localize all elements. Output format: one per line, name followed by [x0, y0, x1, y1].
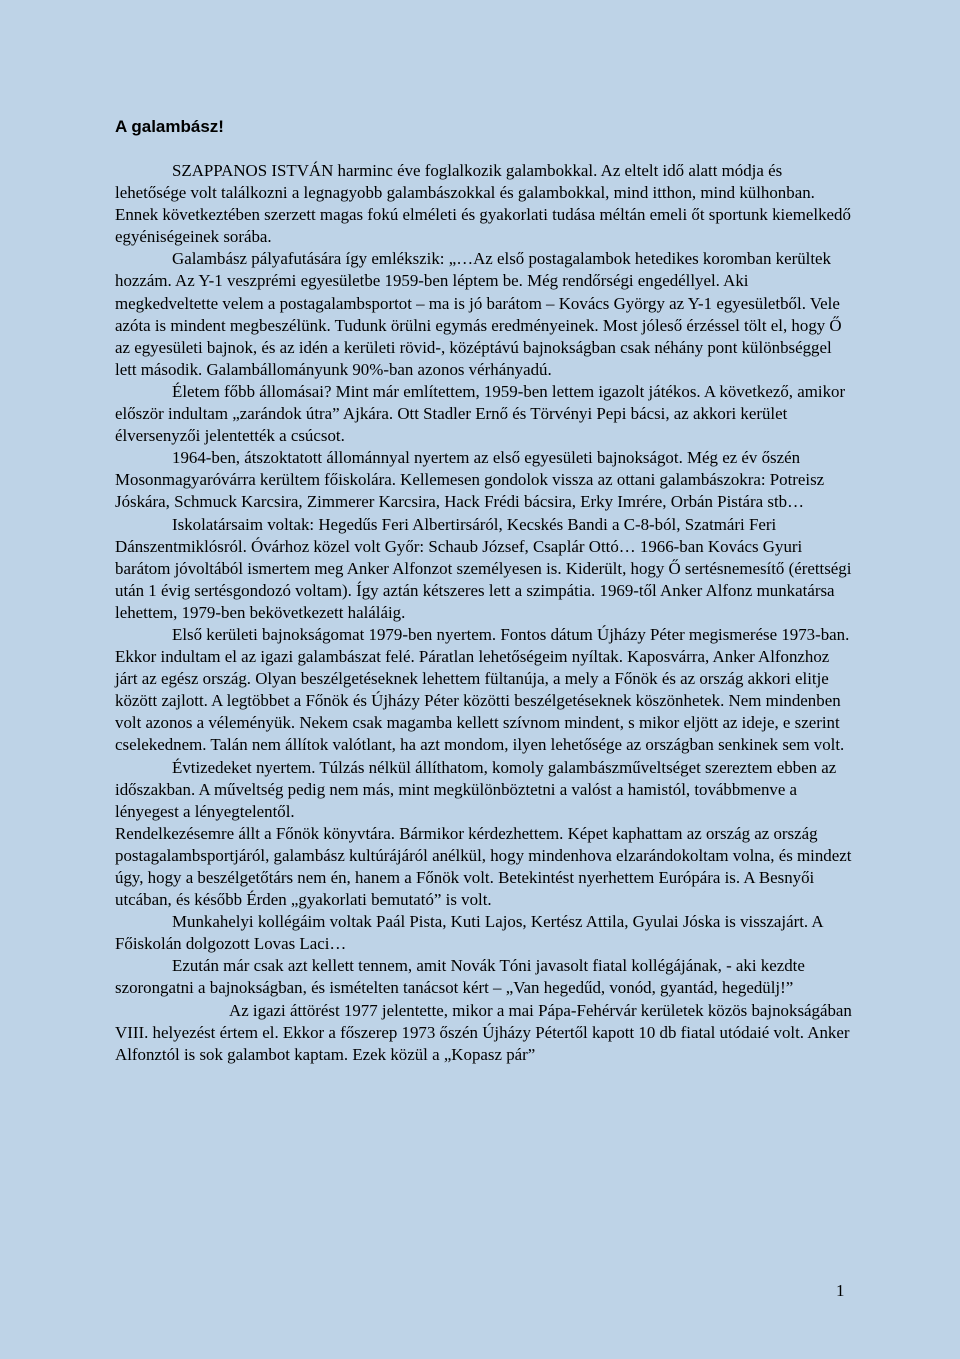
paragraph-advice: Ezután már csak azt kellett tennem, amit Novák Tóni javasolt fiatal kollégájának, - aki kezdte szorongatni a bajnokságban, és ismételten tanácsot kért – „Van hegedűd, vonód, gyantád, hegedülj!”: [115, 956, 805, 998]
paragraph-memories: Galambász pályafutására így emlékszik: „…Az első postagalambok hetedikes koromban kerültek hozzám. Az Y-1 veszprémi egyesületbe 1959-ben léptem be. Még rendőrségi engedéllyel. Aki megkedveltette velem a postagalambsportot – ma is jó barátom – Kovács György az Y-1 egyesületből. Vele azóta is mindent megbeszélünk. Tudunk örülni egymás eredményeinek. Most jóleső érzéssel tölt el, hogy Ő az egyesületi bajnok, és az idén a kerületi rövid-, középtávú bajnokságban csak néhány pont különbséggel lett második. Galambállományunk 90%-ban azonos vérhányadú.: [115, 249, 842, 379]
paragraph-library: Rendelkezésemre állt a Főnök könyvtára. Bármikor kérdezhettem. Képet kaphattam az ország az ország postagalambsportjáról, galambász kultúrájáról anélkül, hogy mindenhova elzarándokoltam volna, és mindezt úgy, hogy a beszélgetőtárs nem én, hanem a Főnök volt. Betekintést nyerhettem Európára is. A Besnyői utcában, és később Érden „gyakorlati bemutató” is volt.: [115, 823, 852, 910]
document-title: A galambász!: [115, 117, 224, 136]
paragraph-milestones: Életem főbb állomásai? Mint már említettem, 1959-ben lettem igazolt játékos. A következő, amikor először indultam „zarándok útra” Ajkára. Ott Stadler Ernő és Törvényi Pepi bácsi, az akkori kerület élversenyzői jelentették a csúcsot.: [115, 381, 846, 446]
paragraph-colleagues: Munkahelyi kollégáim voltak Paál Pista, Kuti Lajos, Kertész Attila, Gyulai Jóska is visszajárt. A Főiskolán dolgozott Lovas Laci…: [115, 912, 823, 954]
paragraph-decades: Évtizedeket nyertem. Túlzás nélkül állíthatom, komoly galambászműveltséget szereztem ebben az időszakban. A műveltség pedig nem más, mint megkülönböztetni a valóst a hamistól, továbbmenve a lényegest a lényegtelentől.: [115, 757, 837, 821]
paragraph-classmates: Iskolatársaim voltak: Hegedűs Feri Albertirsáról, Kecskés Bandi a C-8-ból, Szatmári Feri Dánszentmiklósról. Óvárhoz közel volt Győr: Schaub József, Csaplár Ottó… 1966-ban Kovács Gyuri barátom jóvoltából ismertem meg Anker Alfonzot személyesen is. Kiderült, hogy Ő sertésnemesítő (érettségi után 1 évig sertésgondozó voltam). Így aztán kétszeres lett a szimpátia. 1969-től Anker Alfonz munkatársa lehettem, 1979-ben bekövetkezett haláláig.: [115, 514, 852, 622]
paragraph-1964: 1964-ben, átszoktatott állománnyal nyertem az első egyesületi bajnokságot. Még ez év őszén Mosonmagyaróvárra kerültem főiskolára. Kellemesen gondolok vissza az ottani galambászokra: Potreisz Jóskára, Schmuck Karcsira, Zimmerer Karcsira, Hack Frédi bácsira, Erky Imrére, Orbán Pistára stb…: [115, 448, 825, 512]
paragraph-breakthrough: Az igazi áttörést 1977 jelentette, mikor a mai Pápa-Fehérvár kerületek közös bajnokságában VIII. helyezést értem el. Ekkor a főszerep 1973 őszén Újházy Pétertől kapott 10 db fiatal utódaié volt. Anker Alfonztól is sok galambot kaptam. Ezek közül a „Kopasz pár”: [115, 1000, 852, 1064]
document-body: [115, 160, 855, 1066]
paragraph-intro: SZAPPANOS ISTVÁN harminc éve foglalkozik galambokkal. Az eltelt idő alatt módja és lehetősége volt találkozni a legnagyobb galambászokkal és galambokkal, mind itthon, mind külhonban. Ennek következtében szerzett magas fokú elméleti és gyakorlati tudása méltán emeli őt sportunk kiemelkedő egyéniségeinek sorába.: [115, 161, 851, 247]
page-number: 1: [836, 1281, 845, 1300]
paragraph-first-championship: Első kerületi bajnokságomat 1979-ben nyertem. Fontos dátum Újházy Péter megismerése 1973-ban. Ekkor indultam el az igazi galambászat felé. Páratlan lehetőségeim nyíltak. Kaposvárra, Anker Alfonzhoz járt az egész ország. Olyan beszélgetéseknek lehettem fültanúja, a mely a Főnök és az ország akkori elitje között zajlott. A legtöbbet a Főnök és Újházy Péter közötti beszélgetéseknek köszönhetek. Nem mindenben volt azonos a véleményük. Nekem csak magamba kellett szívnom mindent, s mikor eljött az ideje, e szerint cselekednem. Talán nem állítok valótlant, ha azt mondom, ilyen lehetősége az országban senkinek sem volt.: [115, 624, 850, 755]
